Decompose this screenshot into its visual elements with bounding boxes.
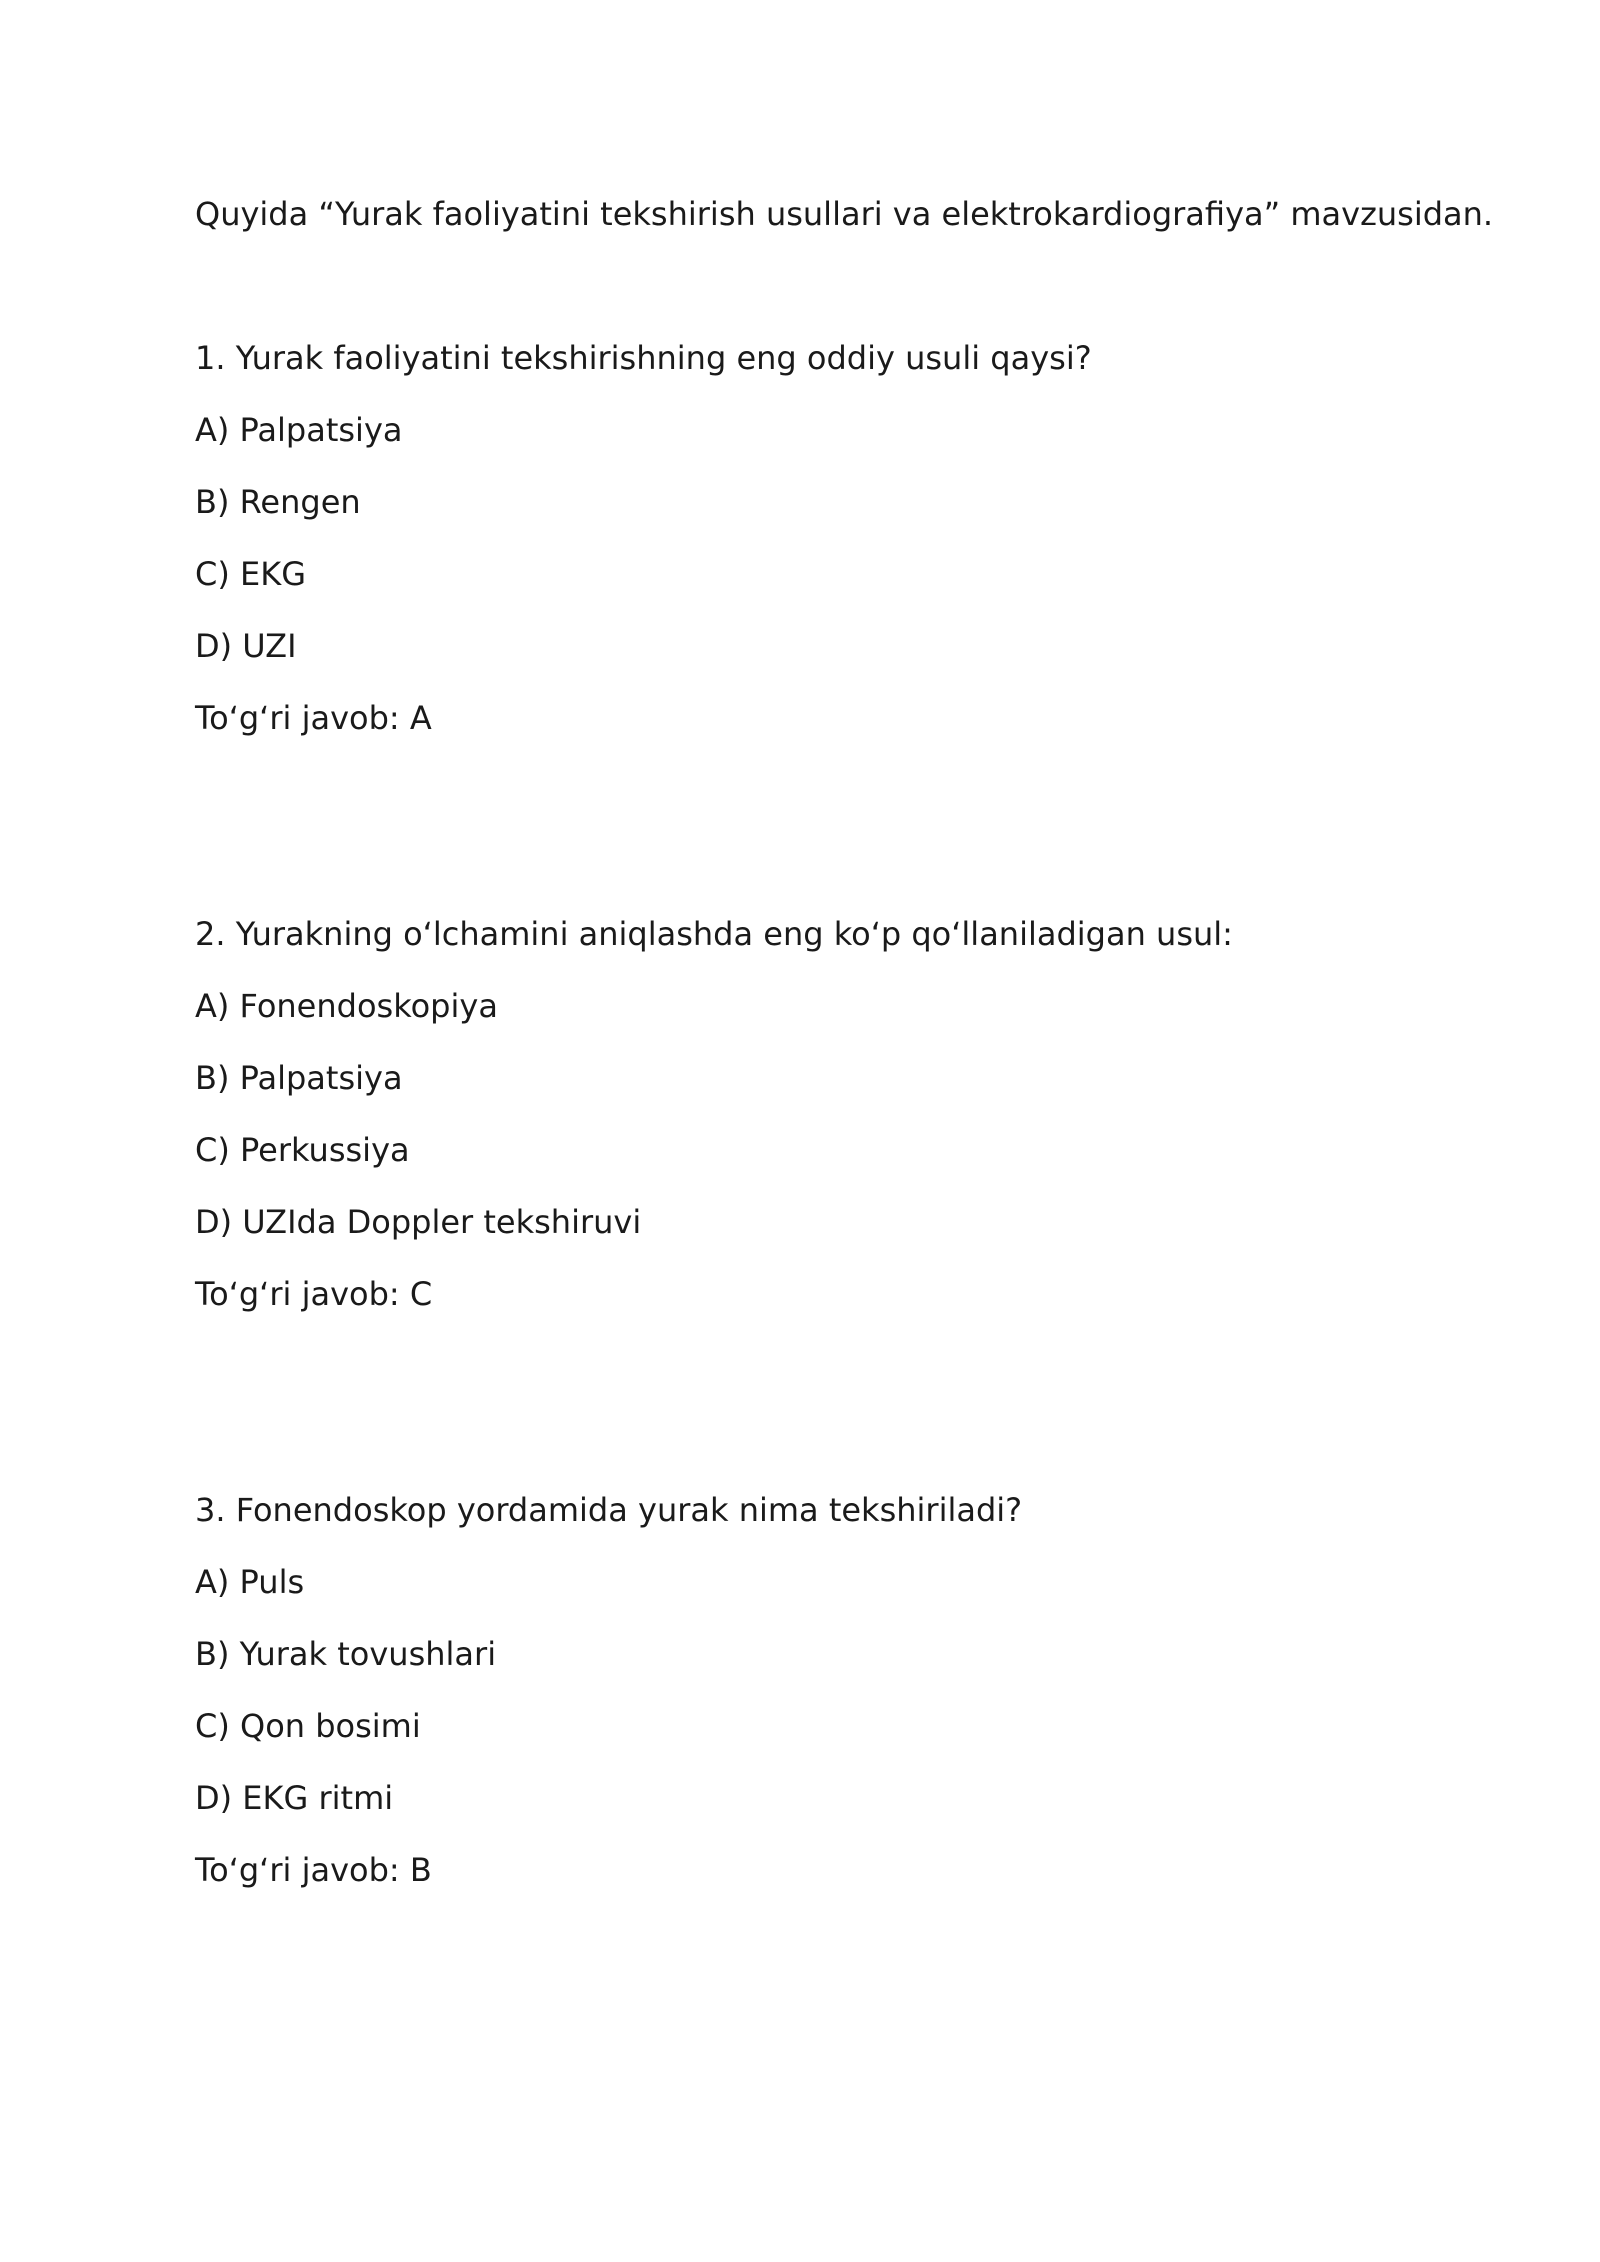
document-content <box>195 192 1494 1892</box>
option-b: B) Rengen <box>195 483 361 521</box>
question-text: 3. Fonendoskop yordamida yurak nima tekshiriladi? <box>195 1491 1023 1529</box>
option-a: A) Puls <box>195 1563 305 1601</box>
option-d: D) EKG ritmi <box>195 1779 394 1817</box>
correct-answer: To‘g‘ri javob: C <box>195 1275 433 1313</box>
spacer <box>195 1316 1455 1488</box>
intro-text: Quyida “Yurak faoliyatini tekshirish usullari va elektrokardiografiya” mavzusidan. <box>195 195 1494 233</box>
question-text: 2. Yurakning o‘lchamini aniqlashda eng ko‘p qo‘llaniladigan usul: <box>195 915 1233 953</box>
spacer <box>195 740 1455 912</box>
question-block-3 <box>195 1488 1455 1892</box>
option-c: C) Perkussiya <box>195 1131 410 1169</box>
option-d: D) UZI <box>195 627 297 665</box>
question-text: 1. Yurak faoliyatini tekshirishning eng oddiy usuli qaysi? <box>195 339 1092 377</box>
option-c: C) EKG <box>195 555 306 593</box>
option-b: B) Yurak tovushlari <box>195 1635 497 1673</box>
option-c: C) Qon bosimi <box>195 1707 421 1745</box>
option-b: B) Palpatsiya <box>195 1059 403 1097</box>
correct-answer: To‘g‘ri javob: B <box>195 1851 432 1889</box>
correct-answer: To‘g‘ri javob: A <box>195 699 432 737</box>
option-d: D) UZIda Doppler tekshiruvi <box>195 1203 642 1241</box>
option-a: A) Fonendoskopiya <box>195 987 498 1025</box>
option-a: A) Palpatsiya <box>195 411 403 449</box>
question-block-1 <box>195 336 1455 740</box>
question-block-2 <box>195 912 1455 1316</box>
